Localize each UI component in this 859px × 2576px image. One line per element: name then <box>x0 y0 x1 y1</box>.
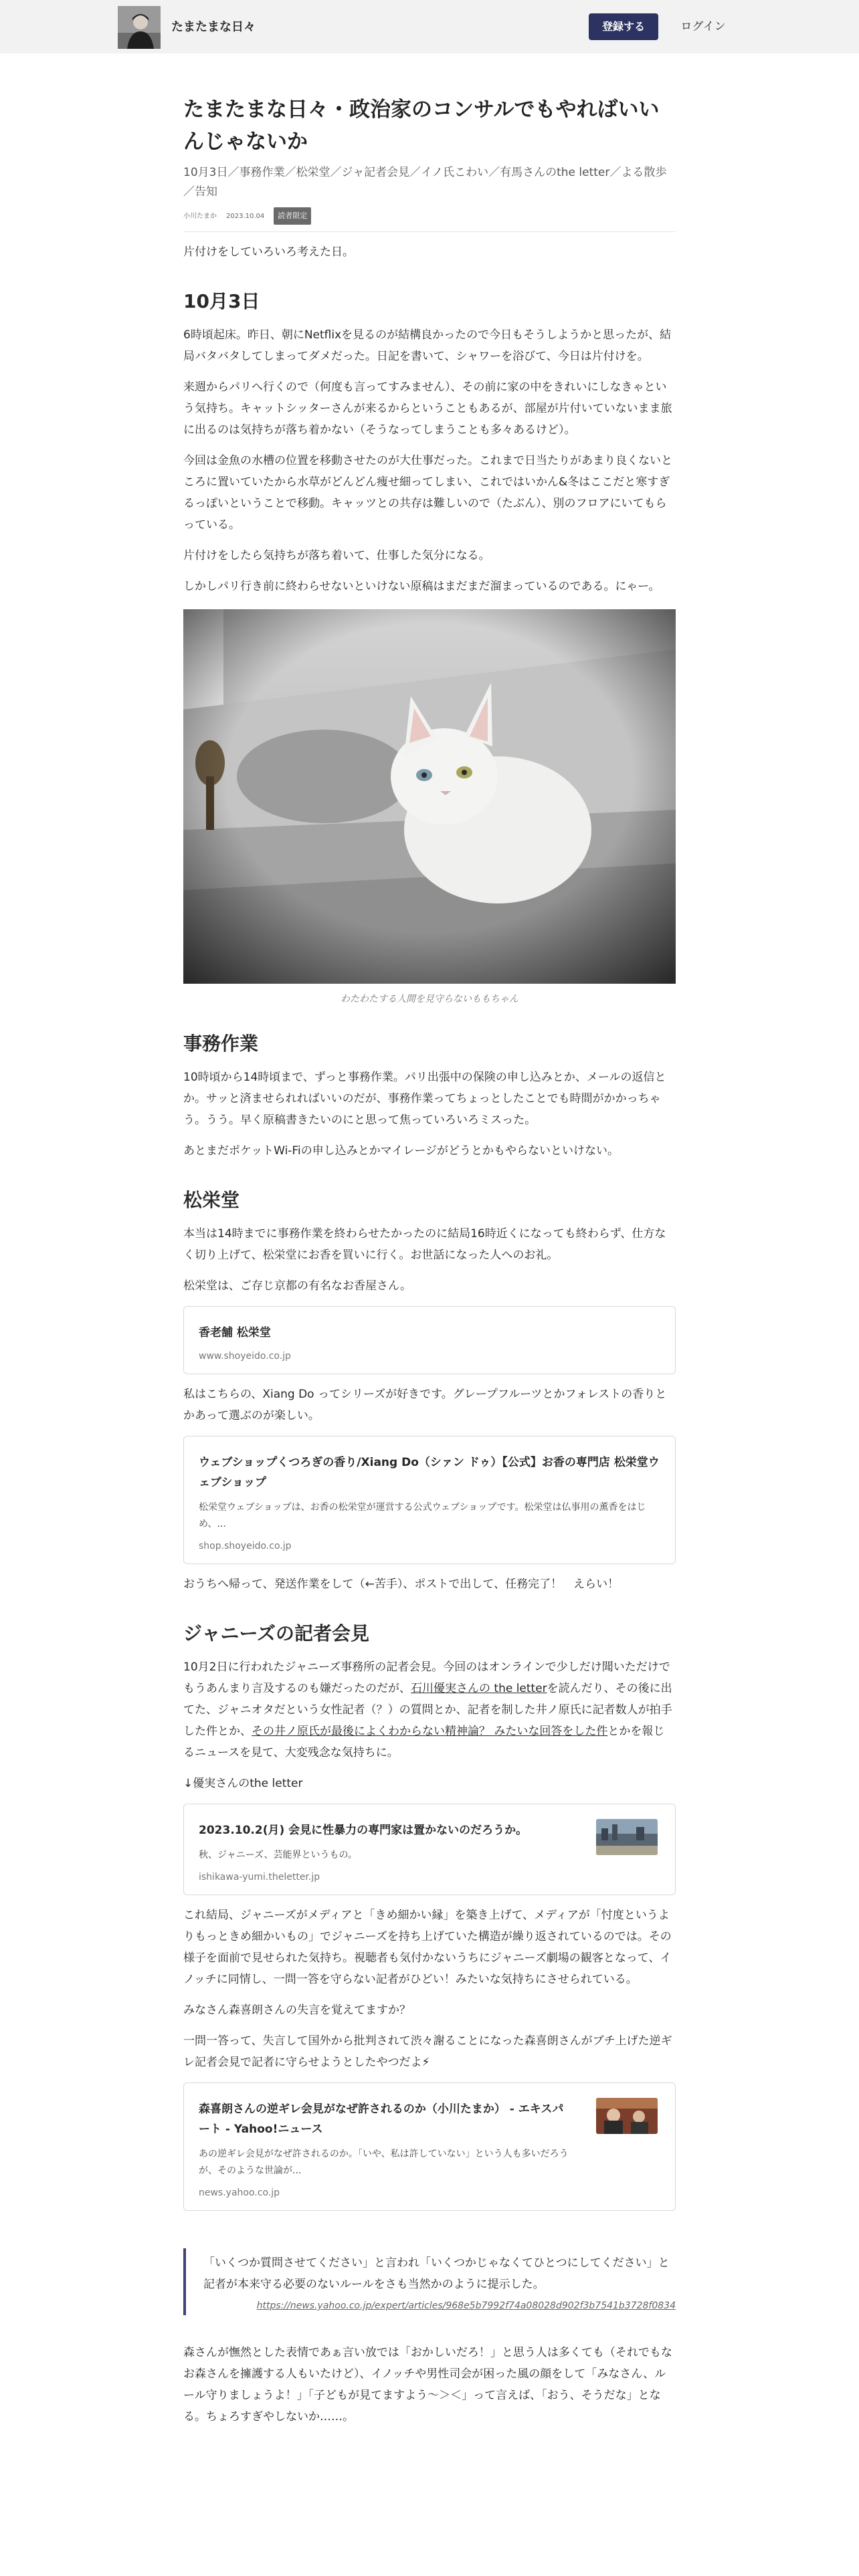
link-card-description: あの逆ギレ会見がなぜ許されるのか。「いや、私は許していない」という人も多いだろうが、そのような世論が... <box>199 2149 569 2176</box>
paragraph <box>183 1656 676 1763</box>
paragraph: 森さんが憮然とした表情であぁ言い放では「おかしいだろ！」と思う人は多くても（それでもなお森さんを擁護する人もいたけど）、イノッチや男性司会が困った風の顔をして「みなさん、ルール守りましょうよ！」「子どもが見てますよう〜＞＜」って言えば、「おう、そうだな」となる。ちょろすぎやしないか……。 <box>183 2346 672 2424</box>
article-meta <box>183 207 676 225</box>
paragraph: 松栄堂は、ご存じ京都の有名なお香屋さん。 <box>183 1279 412 1293</box>
paragraph: 片付けをしたら気持ちが落ち着いて、仕事した気分になる。 <box>183 549 490 562</box>
quote-source-link[interactable]: https://news.yahoo.co.jp/expert/articles/968e5b7992f74a08028d902f3b7541b3728f0834 <box>256 2300 676 2311</box>
link-card-title: 2023.10.2(月) 会見に性暴力の専門家は置かないのだろうか。 <box>199 1824 528 1837</box>
text: とかを報じるニュースを見て、大変残念な気持ちに。 <box>183 1725 665 1759</box>
section-heading: 事務作業 <box>183 1033 259 1055</box>
link-card-thumbnail <box>596 2098 658 2134</box>
divider <box>183 231 676 232</box>
paragraph: おうちへ帰って、発送作業をして（←苦手）、ポストで出して、任務完了！ えらい！ <box>183 1578 619 1591</box>
figure <box>183 609 676 1005</box>
intro-paragraph: 片付けをしていろいろ考えた日。 <box>183 245 354 259</box>
section-heading: 10月3日 <box>183 290 260 312</box>
article <box>183 94 676 2437</box>
article-tags: 10月3日／事務作業／松栄堂／ジャ記者会見／イノ氏こわい／有馬さんのthe letter／よる散歩／告知 <box>183 166 667 199</box>
paragraph: 6時頃起床。昨日、朝にNetflixを見るのが結構良かったので今日もそうしようかと思ったが、結局バタバタしてしまってダメだった。日記を書いて、シャワーを浴びて、今日は片付けを。 <box>183 328 672 363</box>
paragraph: 10時頃から14時頃まで、ずっと事務作業。パリ出張中の保険の申し込みとか、メールの返信とか。サッと済ませられればいいのだが、事務作業ってちょっとしたことでも時間がかかっちゃう。うう。早く原稿書きたいのにと思って焦っていろいろミスった。 <box>183 1071 666 1127</box>
inline-link[interactable]: 石川優実さんの the letter <box>411 1682 547 1695</box>
inline-link[interactable]: その井ノ原氏が最後によくわからない精神論？ みたいな回答をした件 <box>252 1725 608 1738</box>
text: 10月2日に行われたジャニーズ事務所の記者会見。今回のはオンラインで少しだけ聞いただけでもうあんまり言及するのも嫌だったのだが、 <box>183 1660 670 1695</box>
login-button[interactable]: ログイン <box>680 20 726 33</box>
link-card-title: 香老舗 松栄堂 <box>199 1326 271 1339</box>
paragraph: 一問一答って、失言して国外から批判されて渋々謝ることになった森喜朗さんがブチ上げた逆ギレ記者会見で記者に守らせようとしたやつだよ⚡ <box>183 2034 672 2069</box>
paragraph: みなさん森喜朗さんの失言を覚えてますか？ <box>183 2004 411 2017</box>
link-card-url: www.shoyeido.co.jp <box>199 1351 291 1362</box>
site-name[interactable]: たまたまな日々 <box>171 20 256 34</box>
link-card[interactable] <box>183 1804 676 1895</box>
link-card-description: 秋、ジャニーズ、芸能界というもの。 <box>199 1850 357 1860</box>
link-card-title: ウェブショップくつろぎの香り/Xiang Do（シァン ドゥ）【公式】お香の専門店 松栄堂ウェブショップ <box>199 1456 660 1489</box>
paragraph: あとまだポケットWi-Fiの申し込みとかマイレージがどうとかもやらないといけない。 <box>183 1144 619 1158</box>
link-card-url: news.yahoo.co.jp <box>199 2187 280 2198</box>
paragraph: 本当は14時までに事務作業を終わらせたかったのに結局16時近くになっても終わらず、仕方なく切り上げて、松栄堂にお香を買いに行く。お世話になった人へのお礼。 <box>183 1227 666 1262</box>
paragraph: 来週からパリへ行くので（何度も言ってすみません）、その前に家の中をきれいにしなきゃという気持ち。キャットシッターさんが来るからということもあるが、部屋が片付いていないまま旅に出るのは気持ちが落ち着かない（そうなってしまうことも多々あるけど）。 <box>183 381 672 437</box>
members-only-badge: 読者限定 <box>274 207 311 225</box>
paragraph: 今回は金魚の水槽の位置を移動させたのが大仕事だった。これまで日当たりがあまり良くないところに置いていたから水草がどんどん痩せ細ってしまい、これではいかん&冬はここだと寒すぎるっぽいということで移動。キャッツとの共存は難しいので（たぶん）、別のフロアにいてもらっている。 <box>183 454 672 532</box>
paragraph: 私はこちらの、Xiang Do ってシリーズが好きです。グレープフルーツとかフォレストの香りとかあって選ぶのが楽しい。 <box>183 1388 667 1422</box>
blockquote <box>183 2248 676 2315</box>
link-card-url: ishikawa-yumi.theletter.jp <box>199 1872 320 1883</box>
paragraph: しかしパリ行き前に終わらせないといけない原稿はまだまだ溜まっているのである。にゃー。 <box>183 580 660 593</box>
link-card[interactable] <box>183 1306 676 1374</box>
link-card-description: 松栄堂ウェブショップは、お香の松栄堂が運営する公式ウェブショップです。松栄堂は仏事用の薫香をはじめ、... <box>199 1502 646 1529</box>
article-title: たまたまな日々・政治家のコンサルでもやればいいんじゃないか <box>183 98 660 154</box>
text: を読んだり、その後に出てた、ジャニオタだという女性記者（？）の質問とか、記者を制した井ノ原氏に記者数人が拍手した件とか、 <box>183 1682 672 1738</box>
cat-photo[interactable] <box>183 609 676 984</box>
quote-text: 「いくつか質問させてください」と言われ「いくつかじゃなくてひとつにしてください」と記者が本来守る必要のないルールをさも当然かのように提示した。 <box>203 2256 670 2291</box>
section-heading: 松栄堂 <box>183 1189 240 1211</box>
section-heading: ジャニーズの記者会見 <box>183 1622 370 1644</box>
author-name[interactable]: 小川たまか <box>183 213 217 220</box>
link-card[interactable] <box>183 1436 676 1564</box>
link-card-thumbnail <box>596 1819 658 1855</box>
site-header <box>0 0 859 53</box>
link-card-url: shop.shoyeido.co.jp <box>199 1541 292 1551</box>
paragraph: ↓優実さんのthe letter <box>183 1777 303 1790</box>
link-card[interactable] <box>183 2082 676 2211</box>
publish-date: 2023.10.04 <box>226 213 265 220</box>
site-logo-avatar[interactable] <box>118 6 161 49</box>
register-button[interactable]: 登録する <box>589 13 658 40</box>
image-caption: わたわたする人間を見守らないももちゃん <box>341 994 518 1004</box>
paragraph: これ結局、ジャニーズがメディアと「きめ細かい縁」を築き上げて、メディアが「忖度というよりもっときめ細かいもの」でジャニーズを持ち上げていた構造が繰り返されているのでは。その様子を面前で見せられた気持ち。視聴者も気付かないうちにジャニーズ劇場の観客となって、イノッチに同情し、一問一答を守らない記者がひどい！みたいな気持ちにさせられている。 <box>183 1909 672 1986</box>
link-card-title: 森喜朗さんの逆ギレ会見がなぜ許されるのか（小川たまか） - エキスパート - Yahoo!ニュース <box>199 2103 564 2136</box>
